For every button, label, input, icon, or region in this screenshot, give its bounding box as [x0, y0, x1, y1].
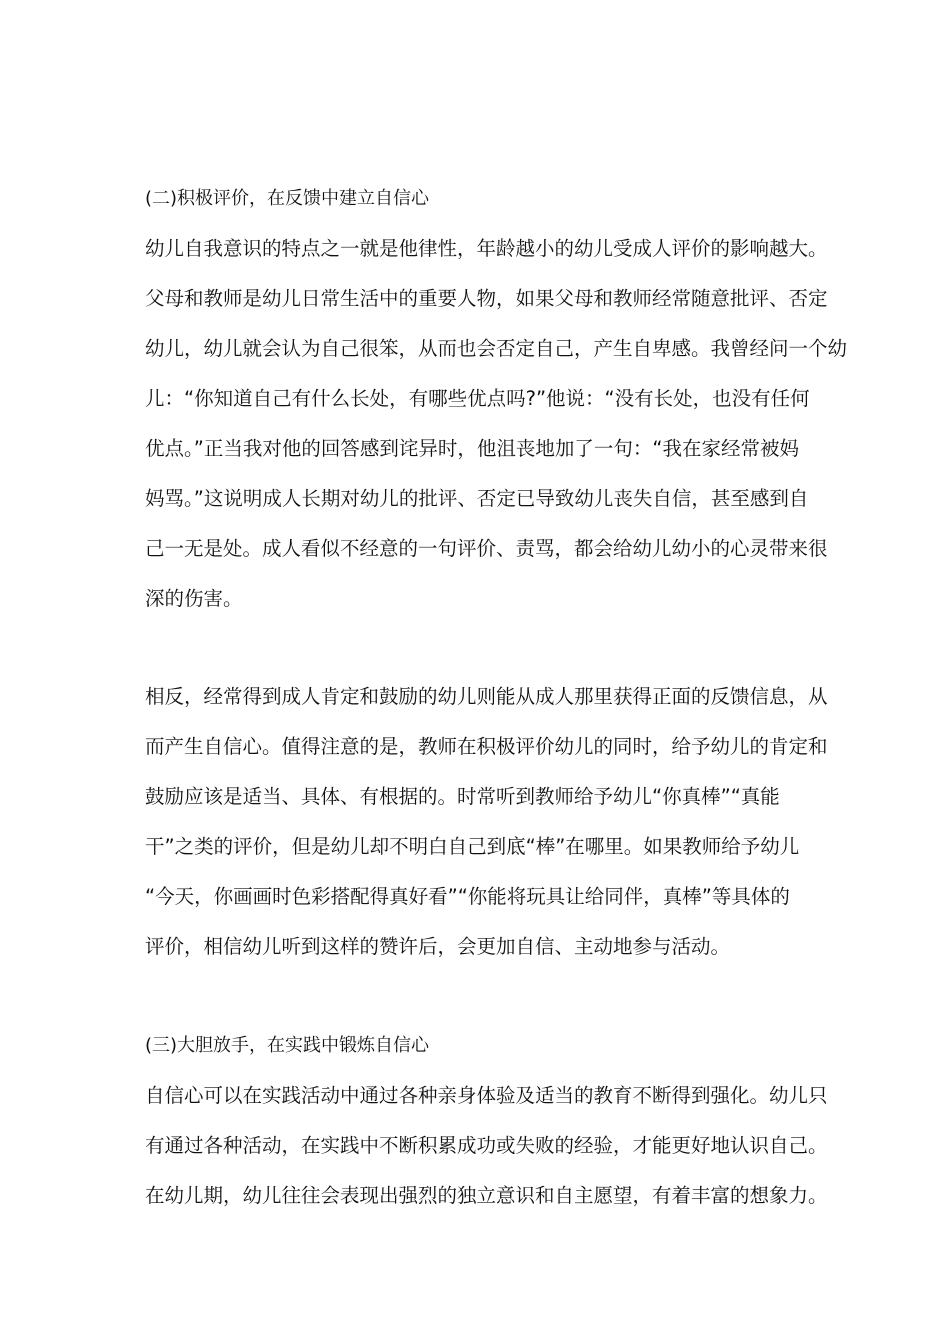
- section-heading-2: (二)积极评价，在反馈中建立自信心: [145, 188, 430, 209]
- paragraph-line: 父母和教师是幼儿日常生活中的重要人物，如果父母和教师经常随意批评、否定: [145, 287, 828, 310]
- paragraph-line: 有通过各种活动，在实践中不断积累成功或失败的经验，才能更好地认识自己。: [145, 1134, 828, 1157]
- paragraph-line: 而产生自信心。值得注意的是，教师在积极评价幼儿的同时，给予幼儿的肯定和: [145, 735, 828, 758]
- paragraph-line: 深的伤害。: [145, 587, 243, 610]
- paragraph-line: 儿：“你知道自己有什么长处，有哪些优点吗?”他说：“没有长处，也没有任何: [145, 387, 810, 410]
- paragraph-line: 相反，经常得到成人肯定和鼓励的幼儿则能从成人那里获得正面的反馈信息，从: [145, 685, 828, 708]
- paragraph-line: 幼儿自我意识的特点之一就是他律性，年龄越小的幼儿受成人评价的影响越大。: [145, 237, 828, 260]
- paragraph-line: 幼儿，幼儿就会认为自己很笨，从而也会否定自己，产生自卑感。我曾经问一个幼: [145, 337, 848, 360]
- paragraph-line: 干”之类的评价，但是幼儿却不明白自己到底“棒”在哪里。如果教师给予幼儿: [145, 835, 800, 858]
- paragraph-line: 己一无是处。成人看似不经意的一句评价、责骂，都会给幼儿幼小的心灵带来很: [145, 537, 828, 560]
- paragraph-line: “今天，你画画时色彩搭配得真好看”“你能将玩具让给同伴，真棒”等具体的: [145, 885, 790, 908]
- section-heading-3: (三)大胆放手，在实践中锻炼自信心: [145, 1035, 430, 1056]
- paragraph-line: 鼓励应该是适当、具体、有根据的。时常听到教师给予幼儿“你真棒”“真能: [145, 785, 780, 808]
- paragraph-line: 在幼儿期，幼儿往往会表现出强烈的独立意识和自主愿望，有着丰富的想象力。: [145, 1184, 828, 1207]
- paragraph-line: 自信心可以在实践活动中通过各种亲身体验及适当的教育不断得到强化。幼儿只: [145, 1084, 828, 1107]
- paragraph-line: 优点。”正当我对他的回答感到诧异时，他沮丧地加了一句：“我在家经常被妈: [145, 437, 799, 460]
- paragraph-line: 评价，相信幼儿听到这样的赞许后，会更加自信、主动地参与活动。: [145, 935, 731, 958]
- paragraph-line: 妈骂。”这说明成人长期对幼儿的批评、否定已导致幼儿丧失自信，甚至感到自: [145, 487, 809, 510]
